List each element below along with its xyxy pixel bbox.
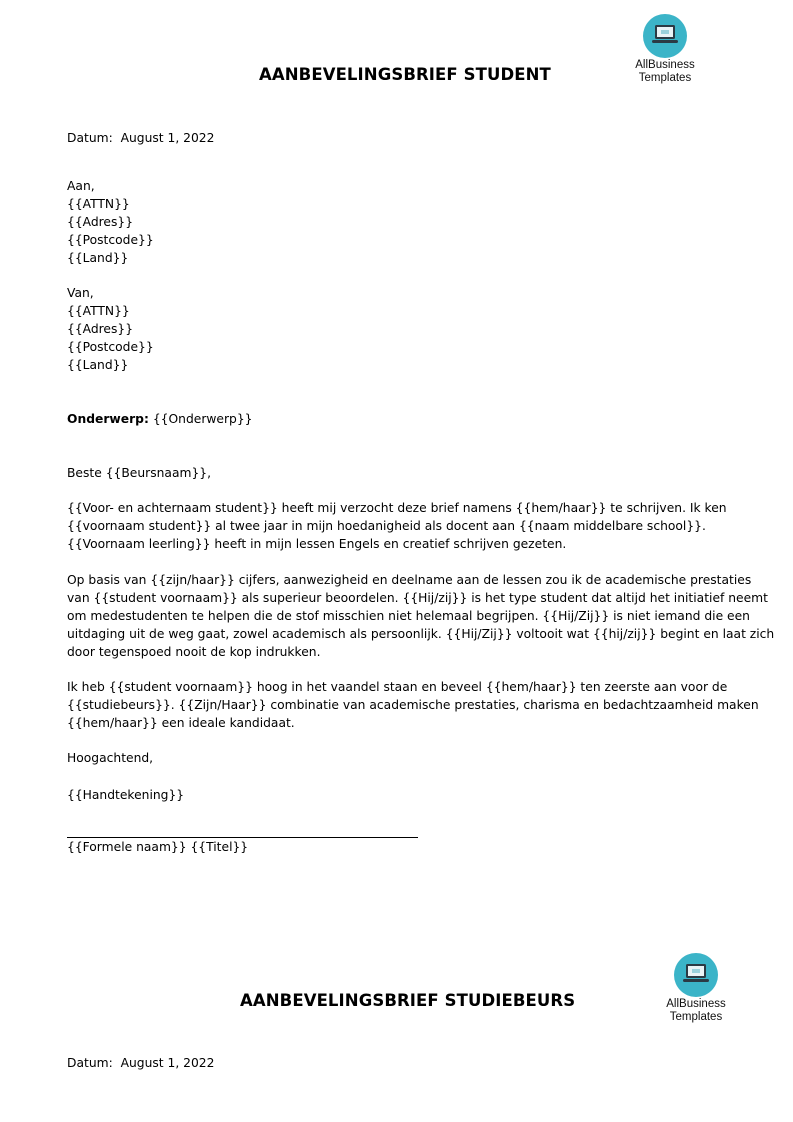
address-line: {{Adres}}: [67, 215, 134, 229]
logo-text: AllBusiness Templates: [666, 998, 726, 1023]
paragraph-line: {{Voor- en achternaam student}} heeft mij verzocht deze brief namens {{hem/haar}} te schrijven. Ik ken: [67, 501, 727, 515]
document-title: AANBEVELINGSBRIEF STUDENT: [259, 65, 551, 84]
date-label: Datum:: [67, 131, 113, 145]
paragraph-line: {{studiebeurs}}. {{Zijn/Haar}} combinatie van academische prestaties, charisma en bedachtzaamheid maken: [67, 698, 759, 712]
address-line: {{Postcode}}: [67, 340, 154, 354]
date-value: August 1, 2022: [120, 131, 215, 145]
paragraph-line: Ik heb {{student voornaam}} hoog in het vaandel staan en beveel {{hem/haar}} ten zeerste aan voor de: [67, 680, 728, 694]
logo-text: AllBusiness Templates: [635, 59, 695, 84]
allbusiness-logo[interactable]: [620, 14, 710, 84]
subject-line: [67, 410, 253, 428]
sender-address: [67, 284, 154, 374]
closing: Hoogachtend,: [67, 751, 154, 765]
laptop-icon: [652, 24, 678, 46]
address-line: {{Adres}}: [67, 322, 134, 336]
subject-value: {{Onderwerp}}: [152, 412, 253, 426]
date-value: August 1, 2022: [120, 1056, 215, 1070]
address-line: Aan,: [67, 179, 95, 193]
paragraph-line: uitdaging uit de weg gaat, zowel academisch als persoonlijk. {{Hij/Zij}} voltooit wat {{hij/zij}} begint en laat zich: [67, 627, 775, 641]
greeting: Beste {{Beursnaam}},: [67, 466, 212, 480]
logo-badge: [674, 953, 718, 997]
paragraph-line: om medestudenten te helpen die de stof misschien niet helemaal begrijpen. {{Hij/Zij}} is niet iemand die een: [67, 609, 750, 623]
recipient-address: [67, 177, 154, 267]
document-title-2: AANBEVELINGSBRIEF STUDIEBEURS: [240, 991, 576, 1010]
logo-badge: [643, 14, 687, 58]
address-line: {{Land}}: [67, 251, 129, 265]
subject-label: Onderwerp:: [67, 412, 149, 426]
date-label: Datum:: [67, 1056, 113, 1070]
signature-placeholder: {{Handtekening}}: [67, 788, 185, 802]
date-line: [67, 129, 214, 147]
paragraph-line: van {{student voornaam}} als superieur beoordelen. {{Hij/zij}} is het type student dat altijd het initiatief neemt: [67, 591, 768, 605]
paragraph-line: {{voornaam student}} al twee jaar in mijn hoedanigheid als docent aan {{naam middelbare school}}.: [67, 519, 706, 533]
paragraph-line: Op basis van {{zijn/haar}} cijfers, aanwezigheid en deelname aan de lessen zou ik de academische prestaties: [67, 573, 752, 587]
address-line: {{ATTN}}: [67, 304, 130, 318]
allbusiness-logo-2[interactable]: [651, 953, 741, 1023]
laptop-icon: [683, 963, 709, 985]
date-line-2: [67, 1054, 214, 1072]
address-line: Van,: [67, 286, 94, 300]
paragraph-line: door tegenspoed nooit de kop indrukken.: [67, 645, 321, 659]
address-line: {{Land}}: [67, 358, 129, 372]
paragraph-line: {{Voornaam leerling}} heeft in mijn lessen Engels en creatief schrijven gezeten.: [67, 537, 567, 551]
paragraph-line: {{hem/haar}} een ideale kandidaat.: [67, 716, 295, 730]
body-paragraph-1: [67, 499, 727, 553]
signer-name-title: {{Formele naam}} {{Titel}}: [67, 840, 249, 854]
body-paragraph-2: [67, 571, 775, 661]
address-line: {{ATTN}}: [67, 197, 130, 211]
address-line: {{Postcode}}: [67, 233, 154, 247]
body-paragraph-3: [67, 678, 759, 732]
